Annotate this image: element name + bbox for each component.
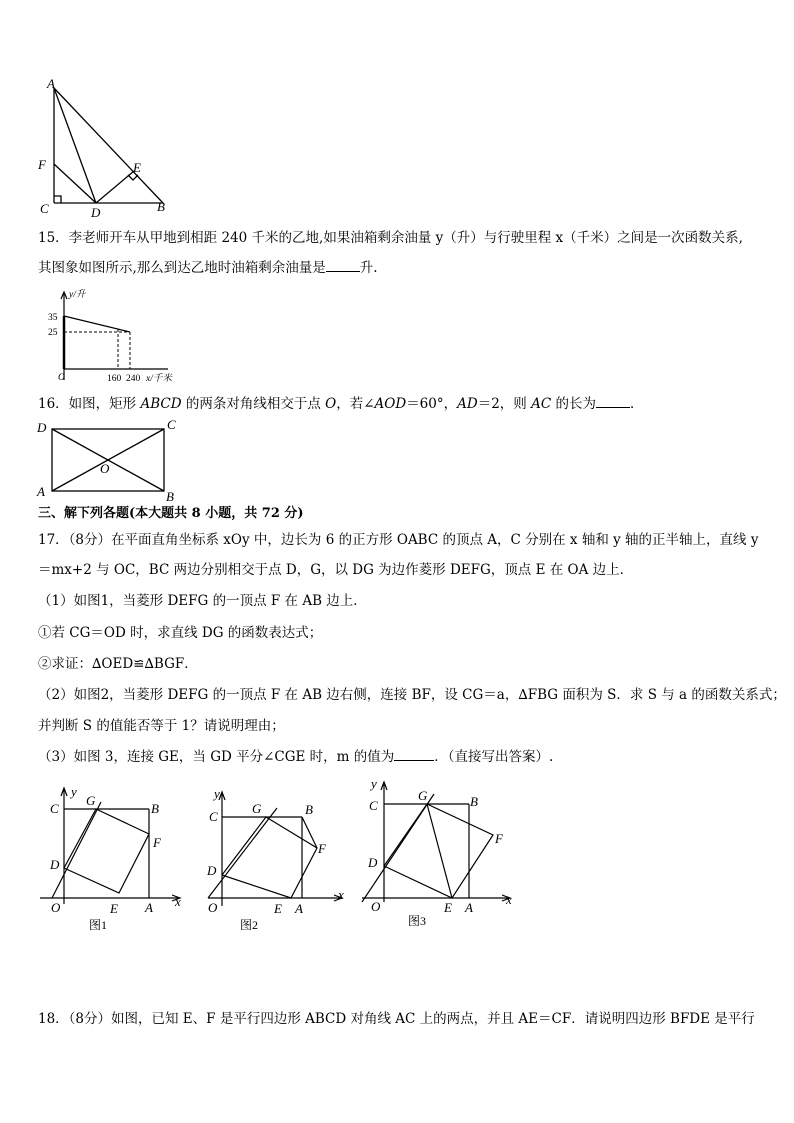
- q17-part1: （1）如图1，当菱形 DEFG 的一顶点 F 在 AB 边上．: [38, 593, 367, 609]
- point-label-F: F: [318, 841, 326, 856]
- point-label-D: D: [37, 420, 47, 435]
- point-label-E: E: [133, 160, 141, 175]
- q17-part2b: 并判断 S 的值能否等于 1？请说明理由；: [38, 718, 285, 734]
- q15-text-b: 升.: [359, 260, 378, 276]
- point-label-B: B: [151, 801, 159, 816]
- point-label-B: B: [166, 489, 174, 504]
- axis-label-x: x: [175, 894, 181, 909]
- rectangle-figure: [30, 416, 190, 504]
- point-label-O: O: [51, 900, 61, 915]
- q15-text-line2: [38, 259, 378, 277]
- point-label-C: C: [40, 201, 49, 216]
- point-label-G: G: [418, 788, 428, 803]
- q16-abcd: ABCD: [140, 396, 182, 412]
- q17-part3-b: ．（直接写出答案）.: [434, 749, 554, 765]
- q16-text-d: ＝60°，: [406, 396, 458, 412]
- axis-label-y: y: [71, 784, 77, 799]
- q18-text-line1: 18．（8分）如图，已知 E、F 是平行四边形 ABCD 对角线 AC 上的两点，并且 AE＝CF．请说明四边形 BFDE 是平行: [38, 1011, 755, 1027]
- point-label-C: C: [50, 801, 59, 816]
- q16-text-e: ＝2，则: [477, 396, 532, 412]
- q17-part2a: （2）如图2，当菱形 DEFG 的一顶点 F 在 AB 边右侧，连接 BF，设 CG＝a，∆FBG 面积为 S．求 S 与 a 的函数关系式；: [38, 687, 786, 703]
- point-label-E: E: [274, 901, 282, 916]
- point-label-B: B: [470, 794, 478, 809]
- answer-blank: [394, 760, 434, 761]
- figure-caption: 图3: [408, 914, 427, 928]
- point-label-F: F: [38, 157, 46, 172]
- triangle-figure: [30, 76, 180, 218]
- q17-part3: [38, 748, 553, 766]
- figure-2: [200, 782, 360, 932]
- point-label-O: O: [371, 899, 381, 914]
- figure-caption: 图1: [89, 918, 108, 932]
- x-tick-label: 160: [107, 374, 122, 384]
- point-label-A: A: [295, 901, 303, 916]
- q16-aod: AOD: [374, 396, 407, 412]
- q16-text-c: ，若∠: [336, 396, 375, 412]
- point-label-D: D: [50, 857, 60, 872]
- q15-text-a: 其图象如图所示,那么到达乙地时油箱剩余油量是: [38, 260, 326, 276]
- point-label-C: C: [209, 809, 218, 824]
- point-label-D: D: [207, 863, 217, 878]
- answer-blank: [326, 271, 360, 272]
- figure-1: [30, 782, 190, 932]
- axis-label-y: y: [371, 776, 377, 791]
- q16-text-g: ．: [629, 396, 644, 412]
- q16-text-f: 的长为: [551, 396, 596, 412]
- point-label-A: A: [465, 900, 473, 915]
- point-label-A: A: [145, 900, 153, 915]
- axis-label-x: x: [338, 887, 344, 902]
- point-label-C: C: [369, 798, 378, 813]
- point-label-F: F: [153, 835, 161, 850]
- y-tick-label: 25: [48, 328, 58, 338]
- q16-text-a: 16．如图，矩形: [38, 396, 141, 412]
- q15-text-line1: 15．李老师开车从甲地到相距 240 千米的乙地,如果油箱剩余油量 y（升）与行驶里程 x（千米）之间是一次函数关系,: [38, 230, 743, 246]
- section-heading: 三、解下列各题(本大题共 8 小题，共 72 分): [38, 506, 304, 521]
- point-label-D: D: [368, 855, 378, 870]
- x-axis-label: x/千米: [146, 374, 172, 384]
- q17-text-line2: ＝mx+2 与 OC，BC 两边分别相交于点 D，G，以 DG 为边作菱形 DEFG，顶点 E 在 OA 边上．: [38, 562, 634, 578]
- point-label-D: D: [91, 205, 101, 218]
- q17-part3-a: （3）如图 3，连接 GE，当 GD 平分∠CGE 时，m 的值为: [38, 749, 395, 765]
- point-label-O: O: [100, 461, 110, 476]
- y-axis-label: y/升: [69, 290, 86, 300]
- point-label-E: E: [444, 900, 452, 915]
- q16-text-b: 的两条对角线相交于点: [181, 396, 326, 412]
- point-label-C: C: [167, 417, 176, 432]
- q16-text: [38, 395, 643, 413]
- point-label-E: E: [110, 901, 118, 916]
- point-label-B: B: [157, 199, 165, 214]
- point-label-A: A: [37, 484, 45, 499]
- q16-ad: AD: [457, 396, 478, 412]
- x-tick-label: 240: [126, 374, 141, 384]
- y-tick-label: 35: [48, 313, 58, 323]
- point-label-F: F: [495, 831, 503, 846]
- point-label-A: A: [47, 76, 55, 91]
- q17-part1b: ②求证：∆OED≌∆BGF．: [38, 656, 198, 672]
- origin-label: O: [58, 373, 65, 383]
- q17-text-line1: 17．（8分）在平面直角坐标系 xOy 中，边长为 6 的正方形 OABC 的顶点 A，C 分别在 x 轴和 y 轴的正半轴上，直线 y: [38, 532, 759, 548]
- point-label-G: G: [252, 801, 262, 816]
- point-label-G: G: [86, 793, 96, 808]
- q16-ac: AC: [531, 396, 552, 412]
- fuel-graph: [40, 282, 190, 386]
- q16-o: O: [325, 396, 337, 412]
- figure-3: [352, 776, 522, 932]
- point-label-O: O: [208, 900, 218, 915]
- axis-label-x: x: [506, 892, 512, 907]
- figure-caption: 图2: [240, 918, 259, 932]
- point-label-B: B: [305, 802, 313, 817]
- q17-part1a: ①若 CG＝OD 时，求直线 DG 的函数表达式；: [38, 625, 323, 641]
- answer-blank: [596, 407, 630, 408]
- axis-label-y: y: [214, 786, 220, 801]
